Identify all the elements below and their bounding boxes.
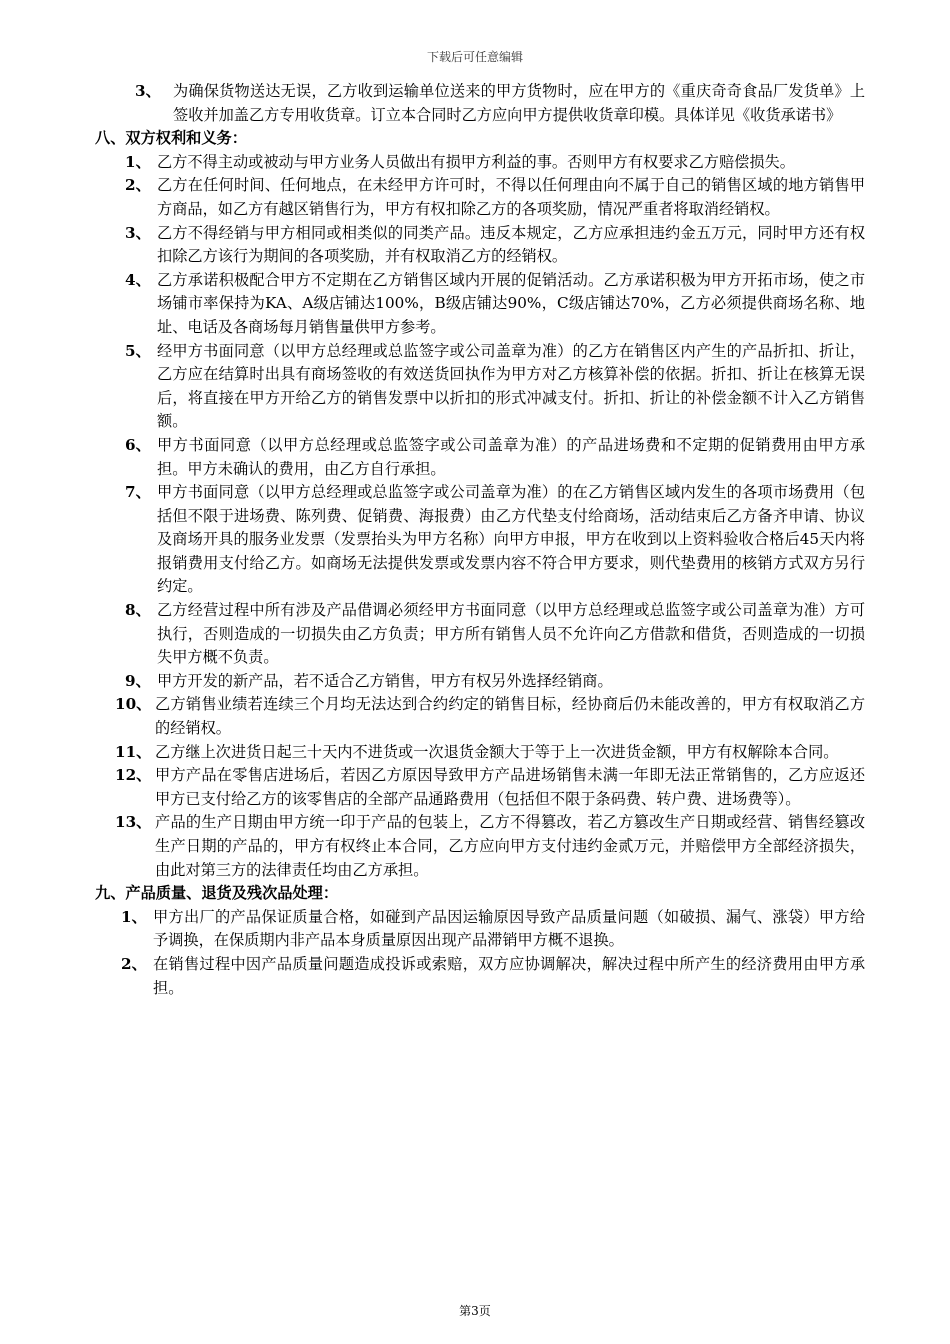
- clause-7-3: [95, 80, 865, 127]
- clause-number: 1、: [125, 152, 151, 171]
- page-header: 下载后可任意编辑: [426, 50, 523, 64]
- clause-text: 乙方经营过程中所有涉及产品借调必须经甲方书面同意（以甲方总经理或总监签字或公司盖章为准）方可执行，否则造成的一切损失由乙方负责；甲方所有销售人员不允许向乙方借款和借货，否则造成的一切损失甲方概不负责。: [157, 601, 865, 667]
- clause-9-2: [95, 953, 865, 1000]
- clause-number: 5、: [125, 341, 151, 360]
- clause-text: 产品的生产日期由甲方统一印于产品的包装上，乙方不得篡改，若乙方篡改生产日期或经营、销售经篡改生产日期的产品的，甲方有权终止本合同，乙方应向甲方支付违约金贰万元，并赔偿甲方全部经济损失，由此对第三方的法律责任均由乙方承担。: [155, 813, 865, 879]
- clause-8-6: [95, 434, 865, 481]
- clause-number: 1、: [121, 907, 147, 926]
- document-body: [95, 80, 865, 1000]
- clause-8-11: [95, 741, 865, 765]
- clause-8-10: [95, 693, 865, 740]
- page-footer: 第3页: [459, 1304, 491, 1318]
- clause-8-13: [95, 811, 865, 882]
- clause-text: 乙方不得经销与甲方相同或相类似的同类产品。违反本规定，乙方应承担违约金五万元，同时甲方还有权扣除乙方该行为期间的各项奖励，并有权取消乙方的经销权。: [157, 223, 865, 266]
- clause-8-4: [95, 269, 865, 340]
- clause-text: 乙方销售业绩若连续三个月均无法达到合约约定的销售目标，经协商后仍未能改善的，甲方有权取消乙方的经销权。: [155, 695, 865, 738]
- clause-8-9: [95, 670, 865, 694]
- clause-number: 2、: [121, 954, 147, 973]
- clause-number: 6、: [125, 435, 151, 454]
- clause-text: 甲方产品在零售店进场后，若因乙方原因导致甲方产品进场销售未满一年即无法正常销售的，乙方应返还甲方已支付给乙方的该零售店的全部产品通路费用（包括但不限于条码费、转户费、进场费等）。: [155, 766, 865, 808]
- clause-text: 为确保货物送达无误，乙方收到运输单位送来的甲方货物时，应在甲方的《重庆奇奇食品厂发货单》上签收并加盖乙方专用收货章。订立本合同时乙方应向甲方提供收货章印模。具体详见《收货承诺书》: [173, 82, 865, 124]
- clause-8-3: [95, 222, 865, 269]
- clause-text: 甲方出厂的产品保证质量合格，如碰到产品因运输原因导致产品质量问题（如破损、漏气、涨袋）甲方给予调换，在保质期内非产品本身质量原因出现产品滞销甲方概不退换。: [153, 907, 865, 950]
- clause-text: 甲方开发的新产品，若不适合乙方销售，甲方有权另外选择经销商。: [157, 671, 613, 690]
- clause-text: 经甲方书面同意（以甲方总经理或总监签字或公司盖章为准）的乙方在销售区内产生的产品折扣、折让，乙方应在结算时出具有商场签收的有效送货回执作为甲方对乙方核算补偿的依据。折扣、折让在核算无误后，将直接在甲方开给乙方的销售发票中以折扣的形式冲减支付。折扣、折让的补偿金额不计入乙方销售额。: [157, 341, 865, 431]
- clause-number: 8、: [125, 601, 151, 620]
- clause-number: 10、: [115, 695, 152, 714]
- clause-text: 乙方继上次进货日起三十天内不进货或一次退货金额大于等于上一次进货金额，甲方有权解除本合同。: [155, 742, 839, 761]
- clause-8-5: [95, 340, 865, 434]
- clause-8-2: [95, 174, 865, 221]
- clause-number: 7、: [125, 483, 151, 502]
- section-9-title: 九、产品质量、退货及残次品处理：: [95, 884, 338, 903]
- clause-8-7: [95, 481, 865, 599]
- clause-number: 3、: [125, 223, 151, 242]
- clause-text: 在销售过程中因产品质量问题造成投诉或索赔，双方应协调解决，解决过程中所产生的经济费用由甲方承担。: [153, 954, 865, 997]
- clause-text: 乙方承诺积极配合甲方不定期在乙方销售区域内开展的促销活动。乙方承诺积极为甲方开拓市场，使之市场铺市率保持为KA、A级店铺达100%，B级店铺达90%，C级店铺达70%，乙方必须提供商场名称、地址、电话及各商场每月销售量供甲方参考。: [157, 270, 865, 336]
- section-8-title: 八、双方权利和义务：: [95, 129, 247, 148]
- clause-8-12: [95, 764, 865, 811]
- clause-number: 4、: [125, 270, 151, 289]
- clause-8-1: [95, 151, 865, 175]
- clause-number: 12、: [115, 766, 152, 785]
- clause-text: 乙方不得主动或被动与甲方业务人员做出有损甲方利益的事。否则甲方有权要求乙方赔偿损失。: [157, 152, 795, 171]
- clause-number: 11、: [115, 742, 152, 761]
- clause-number: 3、: [135, 82, 161, 100]
- clause-number: 9、: [125, 671, 151, 690]
- clause-number: 2、: [125, 176, 151, 195]
- clause-9-1: [95, 906, 865, 953]
- clause-number: 13、: [115, 813, 152, 832]
- clause-text: 甲方书面同意（以甲方总经理或总监签字或公司盖章为准）的产品进场费和不定期的促销费用由甲方承担。甲方未确认的费用，由乙方自行承担。: [157, 435, 865, 478]
- clause-text: 甲方书面同意（以甲方总经理或总监签字或公司盖章为准）的在乙方销售区域内发生的各项市场费用（包括但不限于进场费、陈列费、促销费、海报费）由乙方代垫支付给商场，活动结束后乙方备齐申请、协议及商场开具的服务业发票（发票抬头为甲方名称）向甲方申报，甲方在收到以上资料验收合格后45天内将报销费用支付给乙方。如商场无法提供发票或发票内容不符合甲方要求，则代垫费用的核销方式双方另行约定。: [157, 483, 865, 596]
- clause-8-8: [95, 599, 865, 670]
- clause-text: 乙方在任何时间、任何地点，在未经甲方许可时，不得以任何理由向不属于自己的销售区域的地方销售甲方商品，如乙方有越区销售行为，甲方有权扣除乙方的各项奖励，情况严重者将取消经销权。: [157, 176, 865, 218]
